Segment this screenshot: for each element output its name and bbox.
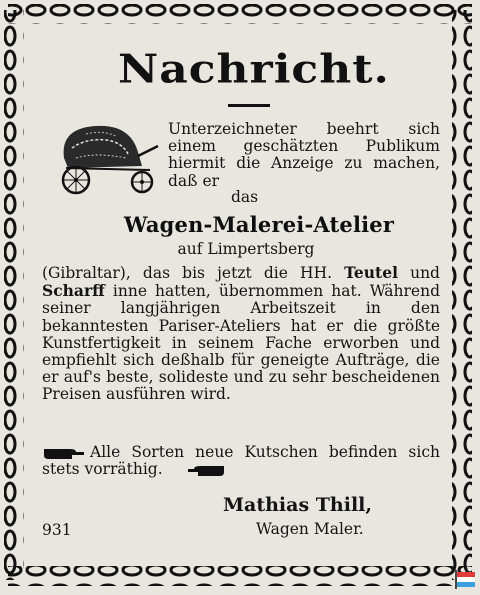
pointing-hand-icon-2 — [186, 462, 226, 478]
signature-title: Wagen Maler. — [256, 520, 364, 538]
pointing-hand-icon — [42, 445, 86, 461]
signature-name: Mathias Thill, — [223, 494, 372, 516]
body-text-and: und — [410, 264, 440, 282]
das-word: das — [231, 188, 259, 206]
flag-icon — [455, 568, 477, 590]
title-rule — [228, 104, 270, 107]
carriage-illustration — [46, 118, 164, 198]
body-paragraph — [42, 264, 440, 404]
name-teutel: Teutel — [344, 263, 398, 282]
location-line: auf Limpertsberg — [177, 240, 315, 258]
advert-number: 931 — [42, 521, 72, 539]
body-text-rest: inne hatten, übernommen hat. Während seiner langjährigen Arbeitszeit in den bekanntesten Pariser-Ateliers hat er die größte Kunstfertigkeit in seinem Fache erworben und empfiehlt sich deßhalb für geneigte Aufträge, die er auf's beste, solideste und zu sehr bescheidenen Preisen ausführen wird. — [42, 282, 440, 404]
name-scharff: Scharff — [42, 281, 105, 301]
body-text-start: (Gibraltar), das bis jetzt die HH. — [42, 264, 333, 282]
intro-paragraph: Unterzeichneter beehrt sich einem geschätzten Publikum hiermit die Anzeige zu machen, daß er — [168, 120, 440, 190]
notice-text: Alle Sorten neue Kutschen befinden sich stets vorräthig. — [42, 443, 440, 479]
atelier-heading: Wagen-Malerei-Atelier — [123, 212, 395, 237]
advertisement-content — [38, 36, 442, 556]
advert-title: Nachricht. — [118, 46, 390, 93]
notice-paragraph — [42, 444, 440, 478]
